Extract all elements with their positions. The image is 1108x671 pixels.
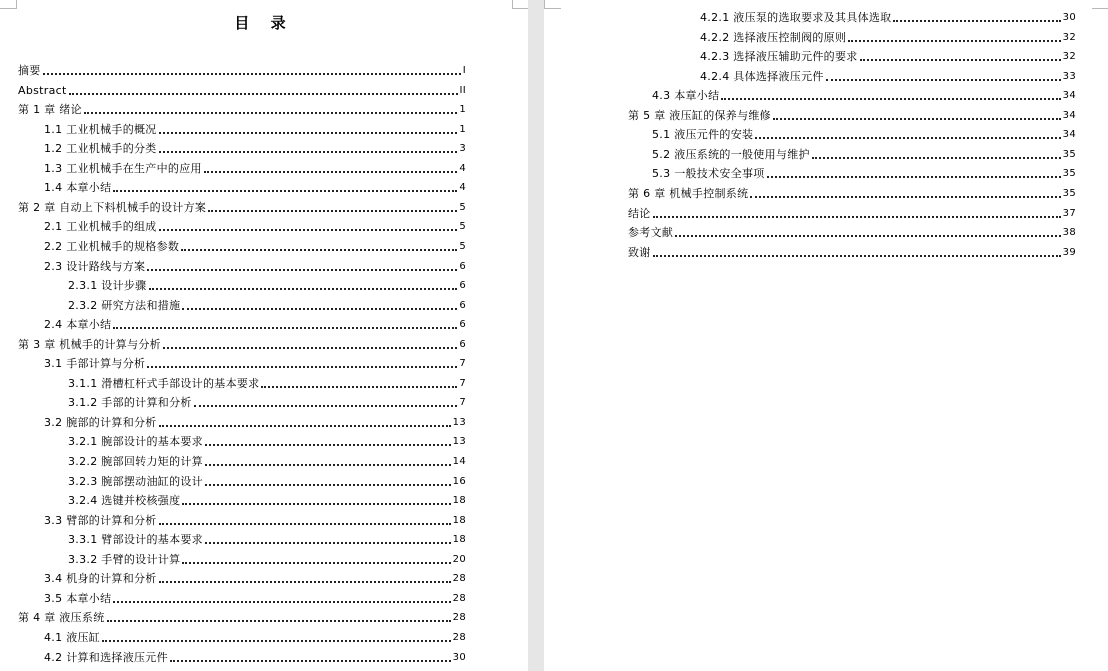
toc-leader-dots <box>750 196 1060 198</box>
toc-entry <box>44 512 466 528</box>
toc-entry-title: 第 6 章 机械手控制系统 <box>628 186 749 200</box>
toc-leader-dots <box>113 327 457 329</box>
toc-entry-title: 4.2.2 选择液压控制阀的原则 <box>700 30 847 44</box>
toc-entry <box>44 414 466 430</box>
toc-entry-page-number: 35 <box>1062 168 1076 180</box>
toc-leader-dots <box>182 503 450 505</box>
toc-entry-page-number: 1 <box>459 104 466 116</box>
toc-entry <box>18 336 466 352</box>
toc-entry-page-number: II <box>459 84 466 96</box>
toc-entry <box>44 218 466 234</box>
toc-entry-title: 2.4 本章小结 <box>44 318 112 332</box>
toc-entry <box>652 165 1076 181</box>
toc-entry <box>68 453 466 469</box>
toc-entry-title: 3.1 手部计算与分析 <box>44 357 146 371</box>
toc-entry-page-number: 16 <box>452 475 466 487</box>
toc-entry-page-number: 34 <box>1062 129 1076 141</box>
toc-entry <box>652 87 1076 103</box>
toc-entry <box>68 492 466 508</box>
document-page-right <box>544 0 1108 671</box>
toc-leader-dots <box>205 484 451 486</box>
toc-leader-dots <box>43 73 461 75</box>
toc-entry-page-number: 32 <box>1062 31 1076 43</box>
toc-entry <box>700 68 1076 84</box>
toc-leader-dots <box>170 660 451 662</box>
toc-entry-page-number: 35 <box>1062 187 1076 199</box>
toc-entry <box>652 126 1076 142</box>
toc-entry <box>44 179 466 195</box>
toc-entry-page-number: 18 <box>452 495 466 507</box>
toc-entry-page-number: 1 <box>459 123 466 135</box>
toc-entry-page-number: 37 <box>1062 207 1076 219</box>
toc-entry-page-number: 28 <box>452 631 466 643</box>
toc-entry-page-number: 6 <box>459 280 466 292</box>
toc-entry-title: 1.1 工业机械手的概况 <box>44 122 157 136</box>
toc-entry-title: 4.2 计算和选择液压元件 <box>44 650 168 664</box>
toc-entry <box>18 101 466 117</box>
toc-entry <box>700 9 1076 25</box>
toc-entry-title: 3.4 机身的计算和分析 <box>44 572 157 586</box>
toc-entry <box>18 82 466 98</box>
toc-leader-dots <box>773 118 1061 120</box>
toc-leader-dots <box>208 210 457 212</box>
toc-entry <box>44 629 466 645</box>
toc-leader-dots <box>182 562 450 564</box>
toc-entry-page-number: 35 <box>1062 148 1076 160</box>
toc-leader-dots <box>159 132 458 134</box>
toc-leader-dots <box>69 93 458 95</box>
toc-entry-title: 3.2.4 选键并校核强度 <box>68 494 181 508</box>
toc-leader-dots <box>205 542 451 544</box>
toc-entry-title: 摘要 <box>18 64 41 77</box>
toc-entry-title: 2.3.1 设计步骤 <box>68 279 147 293</box>
toc-entry <box>628 244 1076 260</box>
toc-entry-page-number: 5 <box>459 221 466 233</box>
toc-entry-title: Abstract <box>18 83 67 97</box>
toc-entry-page-number: 34 <box>1062 90 1076 102</box>
toc-entry <box>628 224 1076 240</box>
toc-entry-page-number: 7 <box>459 377 466 389</box>
toc-leader-dots <box>163 347 457 349</box>
toc-entry <box>44 316 466 332</box>
toc-entry-page-number: 39 <box>1062 246 1076 258</box>
toc-entry-title: 3.2.1 腕部设计的基本要求 <box>68 435 203 449</box>
toc-list-right <box>544 0 1108 671</box>
toc-entry-page-number: 6 <box>459 319 466 331</box>
toc-entry <box>68 394 466 410</box>
toc-entry <box>700 48 1076 64</box>
toc-leader-dots <box>181 249 457 251</box>
toc-entry-page-number: 33 <box>1062 70 1076 82</box>
toc-entry-page-number: 14 <box>452 456 466 467</box>
toc-entry <box>700 29 1076 45</box>
toc-leader-dots <box>653 255 1061 257</box>
toc-entry-title: 第 1 章 绪论 <box>18 103 82 117</box>
toc-entry <box>44 590 466 606</box>
toc-leader-dots <box>205 464 451 466</box>
toc-entry-title: 参考文献 <box>628 226 674 240</box>
toc-entry-page-number: 20 <box>452 553 466 565</box>
toc-entry-title: 3.3 臂部的计算和分析 <box>44 513 157 527</box>
toc-entry-title: 第 3 章 机械手的计算与分析 <box>18 337 161 351</box>
toc-entry <box>68 531 466 547</box>
toc-leader-dots <box>860 59 1061 61</box>
toc-entry <box>68 375 466 391</box>
toc-entry-page-number: 28 <box>452 592 466 604</box>
toc-leader-dots <box>653 216 1061 218</box>
toc-entry <box>44 258 466 274</box>
toc-entry-title: 4.2.1 液压泵的选取要求及其具体选取 <box>700 11 892 24</box>
toc-leader-dots <box>159 425 451 427</box>
toc-leader-dots <box>84 112 457 114</box>
toc-entry-page-number: 6 <box>459 299 466 311</box>
toc-entry <box>18 609 466 625</box>
toc-entry-title: 3.5 本章小结 <box>44 591 112 605</box>
toc-entry <box>628 205 1076 221</box>
toc-entry <box>44 160 466 176</box>
toc-entry-title: 4.2.4 具体选择液压元件 <box>700 69 824 83</box>
toc-leader-dots <box>194 405 458 407</box>
toc-entry <box>68 473 466 489</box>
toc-entry <box>68 433 466 449</box>
toc-entry-page-number: 18 <box>452 534 466 546</box>
toc-entry-title: 4.1 液压缸 <box>44 630 101 644</box>
toc-entry-title: 第 5 章 液压缸的保养与维修 <box>628 108 771 122</box>
toc-entry-page-number: 6 <box>459 260 466 272</box>
toc-entry <box>44 121 466 137</box>
toc-entry-title: 第 4 章 液压系统 <box>18 611 105 625</box>
document-page-left <box>0 0 528 671</box>
toc-entry-title: 1.4 本章小结 <box>44 181 112 195</box>
toc-entry-page-number: 18 <box>452 514 466 526</box>
toc-entry <box>628 185 1076 201</box>
toc-entry-page-number: 6 <box>459 338 466 350</box>
toc-entry-title: 5.3 一般技术安全事项 <box>652 167 765 181</box>
toc-entry-title: 3.2.2 腕部回转力矩的计算 <box>68 455 203 468</box>
toc-leader-dots <box>261 386 457 388</box>
toc-entry-title: 4.3 本章小结 <box>652 89 720 103</box>
toc-entry-title: 2.1 工业机械手的组成 <box>44 220 157 234</box>
toc-entry-title: 3.2.3 腕部摆动油缸的设计 <box>68 474 203 488</box>
toc-entry-title: 5.1 液压元件的安装 <box>652 128 754 142</box>
toc-leader-dots <box>182 308 457 310</box>
toc-entry-title: 3.1.1 滑槽杠杆式手部设计的基本要求 <box>68 376 260 390</box>
toc-leader-dots <box>826 79 1061 81</box>
toc-entry-page-number: 3 <box>459 143 466 155</box>
toc-entry-title: 3.2 腕部的计算和分析 <box>44 415 157 429</box>
toc-entry-page-number: 30 <box>1062 12 1076 23</box>
toc-entry-title: 2.3.2 研究方法和措施 <box>68 298 181 312</box>
toc-entry-page-number: 38 <box>1062 227 1076 239</box>
toc-leader-dots <box>113 601 450 603</box>
toc-entry <box>44 355 466 371</box>
toc-entry-title: 第 2 章 自动上下料机械手的设计方案 <box>18 200 207 214</box>
toc-leader-dots <box>205 444 451 446</box>
toc-entry <box>44 238 466 254</box>
toc-entry <box>68 277 466 293</box>
toc-entry-title: 4.2.3 选择液压辅助元件的要求 <box>700 50 858 64</box>
toc-entry <box>44 570 466 586</box>
toc-entry-page-number: 32 <box>1062 51 1076 63</box>
toc-leader-dots <box>755 137 1060 139</box>
toc-entry-title: 致谢 <box>628 245 651 259</box>
toc-entry-page-number: 13 <box>452 436 466 448</box>
toc-entry-page-number: 28 <box>452 573 466 585</box>
toc-entry-title: 1.2 工业机械手的分类 <box>44 142 157 156</box>
toc-leader-dots <box>107 620 451 622</box>
toc-entry-page-number: 30 <box>452 651 466 663</box>
toc-entry-title: 3.3.1 臂部设计的基本要求 <box>68 533 203 547</box>
toc-leader-dots <box>767 176 1061 178</box>
toc-leader-dots <box>204 171 458 173</box>
toc-leader-dots <box>147 269 457 271</box>
toc-leader-dots <box>893 20 1060 22</box>
toc-entry <box>628 107 1076 123</box>
toc-entry <box>44 649 466 665</box>
toc-entry-title: 3.3.2 手臂的设计计算 <box>68 552 181 566</box>
toc-entry <box>652 146 1076 162</box>
toc-entry-page-number: 5 <box>459 201 466 213</box>
toc-leader-dots <box>721 98 1060 100</box>
toc-entry-page-number: 7 <box>459 397 466 409</box>
toc-leader-dots <box>149 288 458 290</box>
toc-entry-title: 3.1.2 手部的计算和分析 <box>68 396 192 410</box>
toc-entry-title: 5.2 液压系统的一般使用与维护 <box>652 147 810 161</box>
toc-entry-page-number: 34 <box>1062 109 1076 121</box>
toc-leader-dots <box>159 581 451 583</box>
toc-leader-dots <box>102 640 451 642</box>
toc-leader-dots <box>159 151 458 153</box>
toc-entry-page-number: 7 <box>459 358 466 370</box>
toc-heading: 目 录 <box>234 14 294 32</box>
toc-entry-page-number: 5 <box>459 240 466 252</box>
toc-leader-dots <box>848 40 1060 42</box>
toc-leader-dots <box>147 366 457 368</box>
toc-entry <box>18 199 466 215</box>
toc-leader-dots <box>812 157 1061 159</box>
toc-entry-title: 结论 <box>628 206 651 220</box>
toc-leader-dots <box>675 235 1060 237</box>
toc-entry <box>44 140 466 156</box>
toc-entry-page-number: I <box>462 65 466 76</box>
toc-entry-title: 2.2 工业机械手的规格参数 <box>44 239 180 253</box>
toc-entry <box>18 62 466 78</box>
toc-entry-page-number: 4 <box>459 162 466 174</box>
toc-entry-title: 2.3 设计路线与方案 <box>44 259 146 273</box>
toc-entry-page-number: 4 <box>459 182 466 194</box>
toc-entry-page-number: 13 <box>452 416 466 428</box>
toc-entry <box>68 551 466 567</box>
toc-entry <box>68 297 466 313</box>
toc-entry-title: 1.3 工业机械手在生产中的应用 <box>44 161 202 175</box>
toc-leader-dots <box>159 229 458 231</box>
toc-leader-dots <box>159 523 451 525</box>
toc-entry-page-number: 28 <box>452 612 466 624</box>
toc-list-left <box>0 0 528 671</box>
toc-leader-dots <box>113 190 457 192</box>
